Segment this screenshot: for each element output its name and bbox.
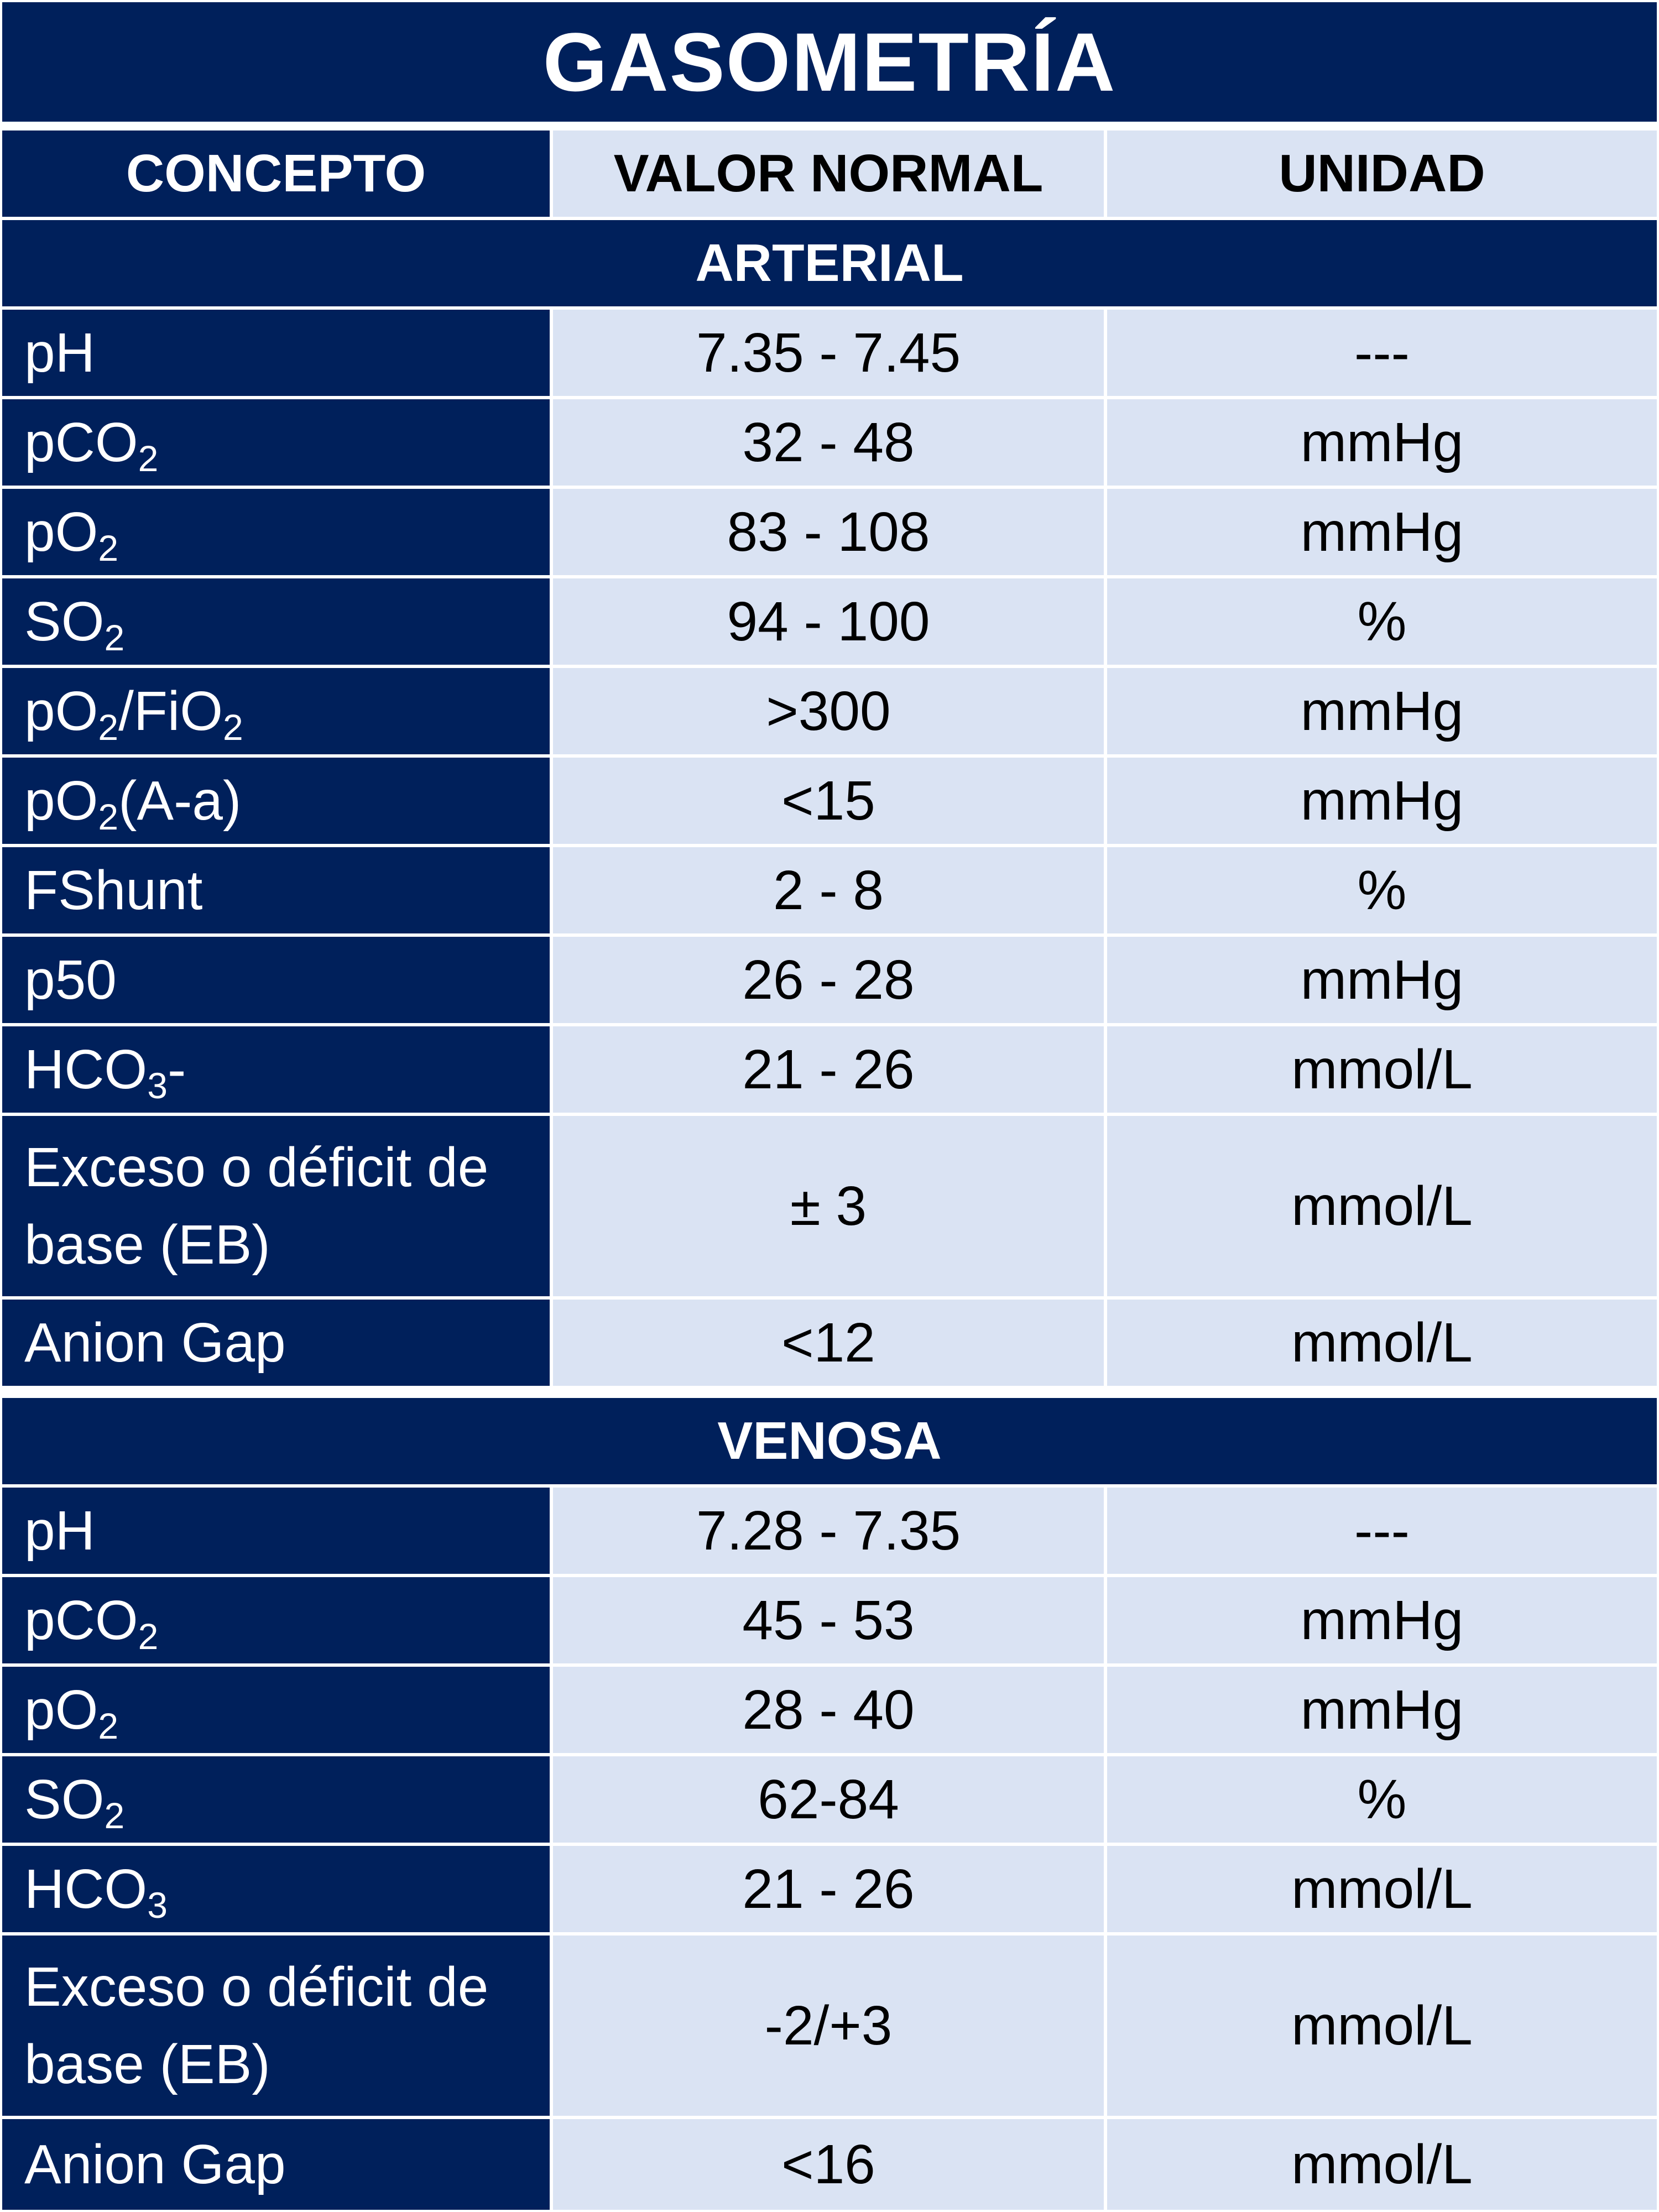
table-row <box>2 1667 1657 1753</box>
concept-cell: HCO3 <box>2 1846 550 1932</box>
section-arterial: ARTERIAL <box>2 220 1657 306</box>
value-cell: 83 - 108 <box>550 489 1104 575</box>
unit-cell: % <box>1104 1756 1657 1843</box>
unit-cell: mmHg <box>1104 758 1657 844</box>
table-row <box>2 1300 1657 1386</box>
concept-cell: Exceso o déficit de base (EB) <box>2 1116 550 1296</box>
value-cell: <16 <box>550 2119 1104 2210</box>
table-row <box>2 310 1657 396</box>
value-cell: 21 - 26 <box>550 1026 1104 1113</box>
unit-cell: mmol/L <box>1104 1116 1657 1296</box>
unit-cell: mmHg <box>1104 1667 1657 1753</box>
value-cell: <12 <box>550 1300 1104 1386</box>
concept-cell: Exceso o déficit de base (EB) <box>2 1936 550 2116</box>
concept-cell: pO2 <box>2 1667 550 1753</box>
unit-cell: mmol/L <box>1104 1936 1657 2116</box>
concept-cell: pCO2 <box>2 399 550 486</box>
value-cell: >300 <box>550 668 1104 754</box>
concept-cell: pO2/FiO2 <box>2 668 550 754</box>
concept-cell: FShunt <box>2 847 550 933</box>
section-venosa: VENOSA <box>2 1398 1657 1484</box>
value-cell: 26 - 28 <box>550 937 1104 1023</box>
table-row <box>2 1846 1657 1932</box>
table-row <box>2 1936 1657 2116</box>
header-concept: CONCEPTO <box>2 131 550 217</box>
value-cell: 21 - 26 <box>550 1846 1104 1932</box>
unit-cell: % <box>1104 578 1657 665</box>
concept-cell: pH <box>2 310 550 396</box>
concept-cell: pH <box>2 1488 550 1574</box>
value-cell: ± 3 <box>550 1116 1104 1296</box>
value-cell: 94 - 100 <box>550 578 1104 665</box>
unit-cell: mmHg <box>1104 489 1657 575</box>
table-row <box>2 2119 1657 2210</box>
unit-cell: --- <box>1104 310 1657 396</box>
header-unit: UNIDAD <box>1104 131 1657 217</box>
value-cell: 7.28 - 7.35 <box>550 1488 1104 1574</box>
table-row <box>2 1116 1657 1296</box>
table-row <box>2 668 1657 754</box>
unit-cell: % <box>1104 847 1657 933</box>
table-row <box>2 489 1657 575</box>
concept-cell: HCO3- <box>2 1026 550 1113</box>
header-value: VALOR NORMAL <box>550 131 1104 217</box>
concept-cell: Anion Gap <box>2 1300 550 1386</box>
value-cell: 2 - 8 <box>550 847 1104 933</box>
concept-cell: pCO2 <box>2 1577 550 1663</box>
value-cell: <15 <box>550 758 1104 844</box>
table-title: GASOMETRÍA <box>2 2 1657 122</box>
value-cell: 28 - 40 <box>550 1667 1104 1753</box>
table-row <box>2 1756 1657 1843</box>
table-row <box>2 578 1657 665</box>
unit-cell: --- <box>1104 1488 1657 1574</box>
concept-cell: pO2(A-a) <box>2 758 550 844</box>
unit-cell: mmHg <box>1104 399 1657 486</box>
concept-cell: p50 <box>2 937 550 1023</box>
concept-cell: pO2 <box>2 489 550 575</box>
table-row <box>2 399 1657 486</box>
concept-cell: SO2 <box>2 578 550 665</box>
value-cell: 7.35 - 7.45 <box>550 310 1104 396</box>
unit-cell: mmol/L <box>1104 1300 1657 1386</box>
unit-cell: mmol/L <box>1104 1026 1657 1113</box>
table-row <box>2 758 1657 844</box>
header-row <box>2 131 1657 217</box>
concept-cell: SO2 <box>2 1756 550 1843</box>
value-cell: 32 - 48 <box>550 399 1104 486</box>
unit-cell: mmHg <box>1104 668 1657 754</box>
table-row <box>2 1488 1657 1574</box>
value-cell: -2/+3 <box>550 1936 1104 2116</box>
unit-cell: mmol/L <box>1104 2119 1657 2210</box>
unit-cell: mmol/L <box>1104 1846 1657 1932</box>
table-row <box>2 1577 1657 1663</box>
value-cell: 62-84 <box>550 1756 1104 1843</box>
unit-cell: mmHg <box>1104 937 1657 1023</box>
concept-cell: Anion Gap <box>2 2119 550 2210</box>
table-row <box>2 937 1657 1023</box>
table-row <box>2 847 1657 933</box>
unit-cell: mmHg <box>1104 1577 1657 1663</box>
table-row <box>2 1026 1657 1113</box>
value-cell: 45 - 53 <box>550 1577 1104 1663</box>
